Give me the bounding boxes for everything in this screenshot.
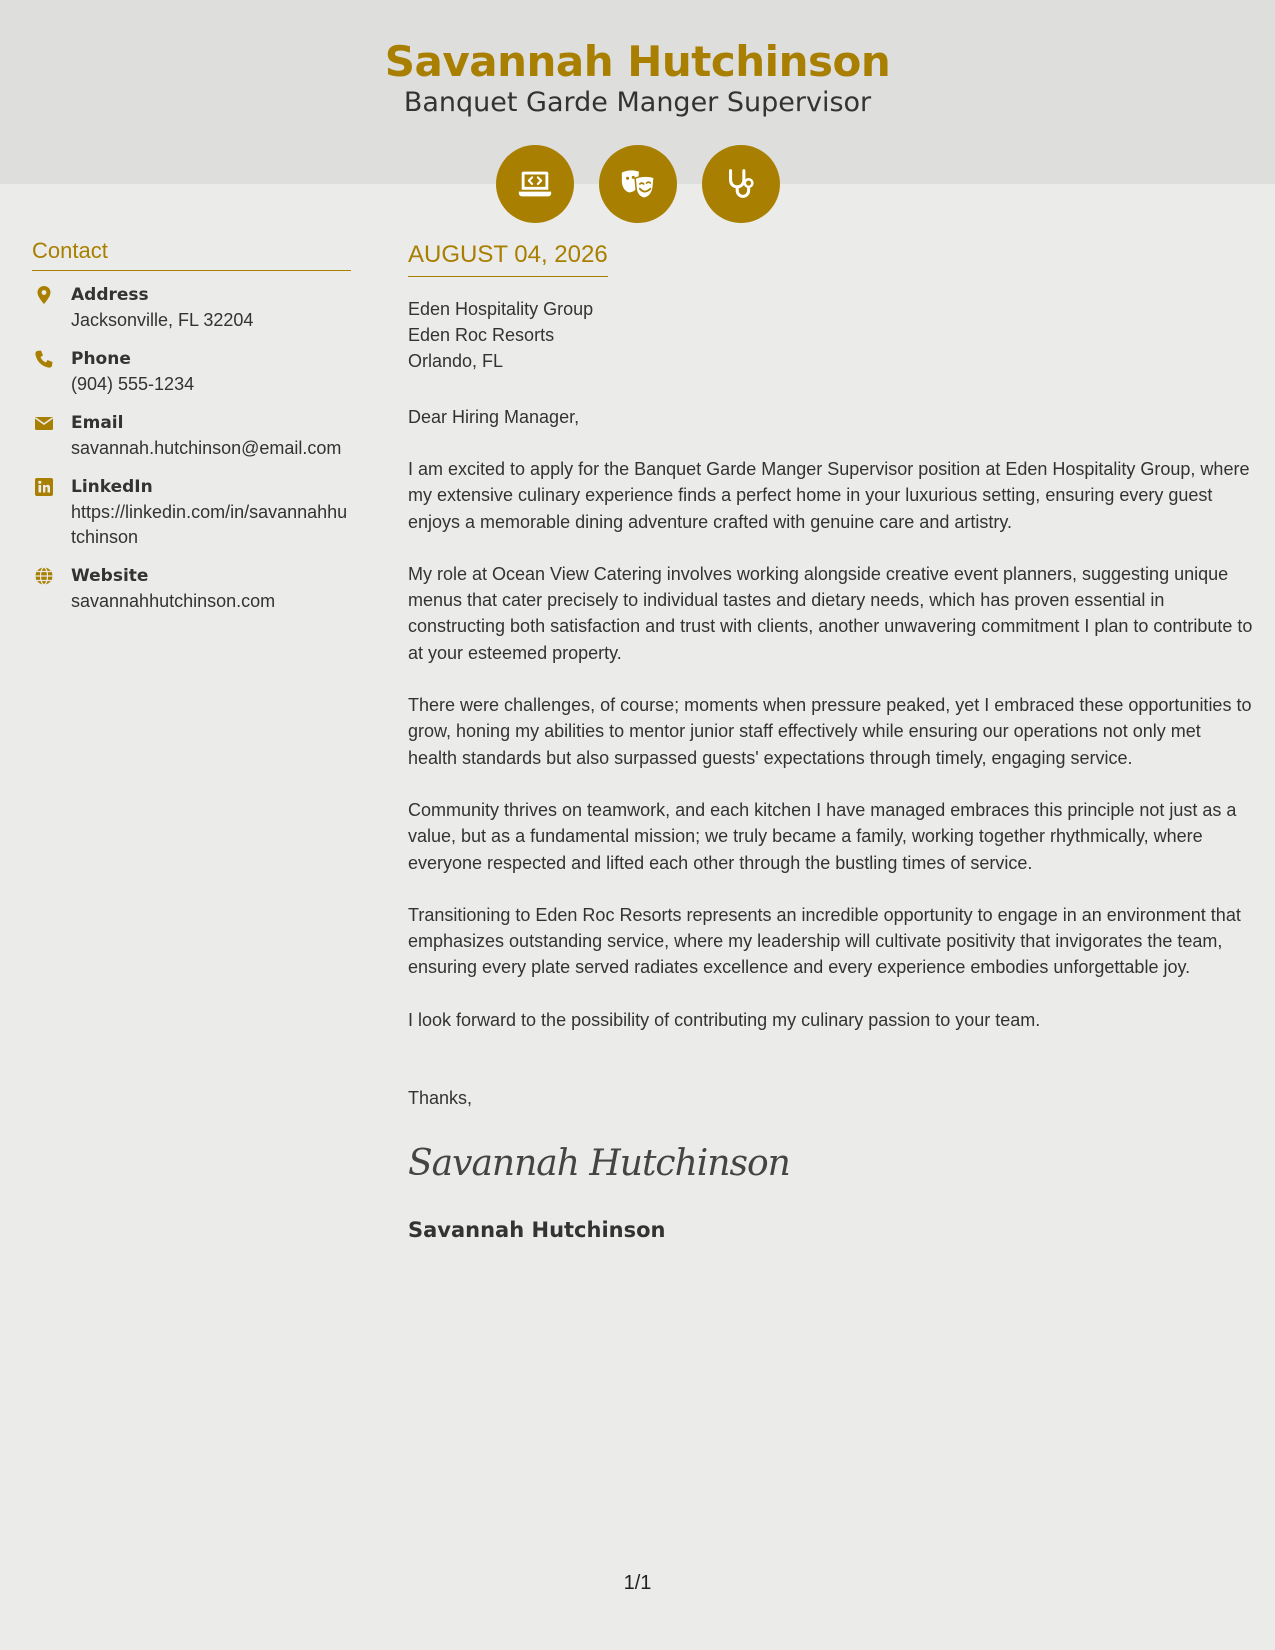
- paragraph: Community thrives on teamwork, and each kitchen I have managed embraces this principle not just as a value, but as a fundamental mission; we truly became a family, working together rhythmically, where everyone respected and lifted each other through the bustling times of service.: [408, 799, 1237, 873]
- contact-value: savannahhutchinson.com: [71, 591, 276, 611]
- contact-value: https://linkedin.com/in/savannahhutchinson: [71, 502, 348, 547]
- paragraph: Transitioning to Eden Roc Resorts represents an incredible opportunity to engage in an environment that emphasizes outstanding service, where my leadership will cultivate positivity that invigorates the team, ensuring every plate served radiates excellence and every experience embodies unforgettable joy.: [408, 904, 1241, 978]
- contact-label: Address: [71, 285, 149, 305]
- map-pin-icon: [34, 285, 54, 305]
- envelope-icon: [34, 413, 54, 433]
- contact-label: Email: [71, 413, 124, 433]
- paragraph: My role at Ocean View Catering involves working alongside creative event planners, suggesting unique menus that cater precisely to individual tastes and dietary needs, which has proven essential in constructing both satisfaction and trust with clients, another unwavering commitment I plan to contribute to at your esteemed property.: [408, 563, 1253, 663]
- contact-value: savannah.hutchinson@email.com: [71, 438, 342, 458]
- salutation: Dear Hiring Manager,: [408, 407, 580, 427]
- letter-date: AUGUST 04, 2026: [408, 240, 608, 277]
- paragraph: There were challenges, of course; moments when pressure peaked, yet I embraced these opportunities to grow, honing my abilities to mentor junior staff effectively while ensuring our operations not only met health standards but also surpassed guests' expectations through timely, engaging service.: [408, 695, 1252, 768]
- recipient-line: Eden Hospitality Group: [408, 299, 594, 319]
- contact-label: LinkedIn: [71, 477, 153, 497]
- contact-list: [32, 283, 351, 614]
- phone-icon: [34, 349, 54, 369]
- contact-address: [32, 283, 351, 333]
- header-icons: [0, 145, 1275, 223]
- theater-masks-icon: [599, 145, 677, 223]
- contact-phone: [32, 347, 351, 397]
- contact-label: Phone: [71, 349, 131, 369]
- contact-email: [32, 411, 351, 461]
- globe-icon: [34, 566, 54, 586]
- closing: Thanks,: [408, 1088, 473, 1109]
- contact-value: Jacksonville, FL 32204: [71, 310, 254, 330]
- letter-body: [408, 240, 1254, 1245]
- recipient-line: Eden Roc Resorts: [408, 325, 555, 345]
- stethoscope-icon: [702, 145, 780, 223]
- signature: Savannah Hutchinson: [408, 1143, 790, 1185]
- contact-linkedin: [32, 475, 351, 550]
- recipient-line: Orlando, FL: [408, 351, 504, 371]
- contact-value: (904) 555-1234: [71, 374, 195, 394]
- laptop-code-icon: [496, 145, 574, 223]
- paragraph: I am excited to apply for the Banquet Garde Manger Supervisor position at Eden Hospitality Group, where my extensive culinary experience finds a perfect home in your luxurious setting, ensuring every guest enjoys a memorable dining adventure crafted with genuine care and artistry.: [408, 459, 1250, 532]
- applicant-title: Banquet Garde Manger Supervisor: [403, 87, 872, 118]
- contact-website: [32, 564, 351, 614]
- paragraph: I look forward to the possibility of contributing my culinary passion to your team.: [408, 1009, 1041, 1030]
- signer-name: Savannah Hutchinson: [408, 1218, 666, 1243]
- contact-sidebar: [32, 238, 351, 628]
- linkedin-icon: [34, 477, 54, 497]
- contact-label: Website: [71, 566, 149, 586]
- contact-section-title: Contact: [32, 238, 351, 271]
- applicant-name: Savannah Hutchinson: [384, 37, 891, 86]
- recipient-block: [408, 296, 1254, 374]
- page-number: 1/1: [623, 1572, 652, 1594]
